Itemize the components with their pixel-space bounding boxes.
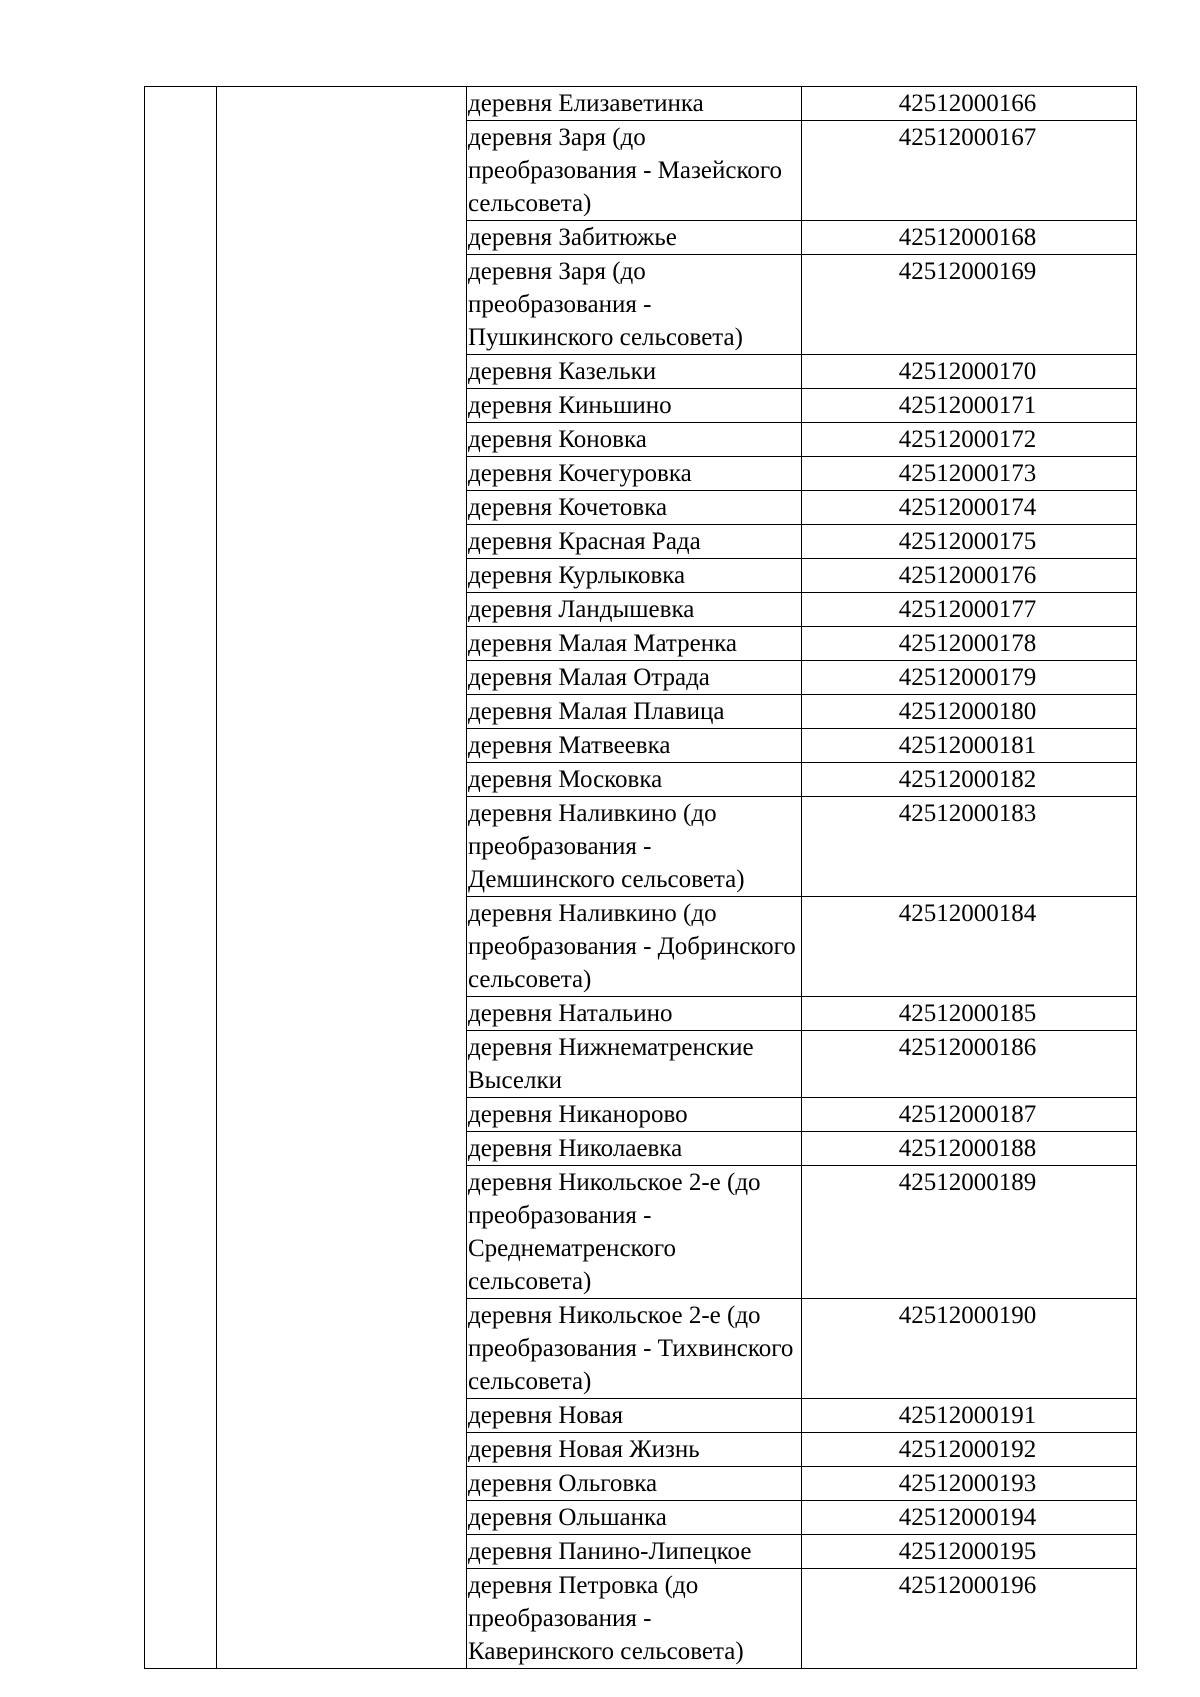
settlement-name-cell: деревня Курлыковка [467,559,802,593]
settlement-name-cell: деревня Забитюжье [467,221,802,255]
settlement-name-cell: деревня Матвеевка [467,729,802,763]
settlement-code-cell: 42512000187 [802,1098,1137,1132]
settlement-name-cell: деревня Никольское 2-е (до преобразования - Тихвинского сельсовета) [467,1299,802,1399]
settlement-name-cell: деревня Кочегуровка [467,457,802,491]
settlement-code-cell: 42512000182 [802,763,1137,797]
settlement-code-cell: 42512000188 [802,1132,1137,1166]
settlement-name-cell: деревня Ольшанка [467,1501,802,1535]
settlement-name-cell: деревня Коновка [467,423,802,457]
settlement-name-cell: деревня Нижнематренские Выселки [467,1031,802,1098]
table-body [145,87,1137,1669]
settlement-code-table [144,86,1137,1669]
settlement-code-cell: 42512000193 [802,1467,1137,1501]
settlement-code-cell: 42512000191 [802,1399,1137,1433]
settlement-name-cell: деревня Никольское 2-е (до преобразования - Среднематренского сельсовета) [467,1166,802,1299]
settlement-name-cell: деревня Наливкино (до преобразования - Демшинского сельсовета) [467,797,802,897]
settlement-name-cell: деревня Заря (до преобразования - Мазейского сельсовета) [467,121,802,221]
settlement-code-cell: 42512000190 [802,1299,1137,1399]
settlement-name-cell: деревня Ландышевка [467,593,802,627]
settlement-code-cell: 42512000181 [802,729,1137,763]
settlement-code-cell: 42512000185 [802,997,1137,1031]
settlement-code-cell: 42512000189 [802,1166,1137,1299]
settlement-code-cell: 42512000183 [802,797,1137,897]
settlement-code-cell: 42512000178 [802,627,1137,661]
settlement-code-cell: 42512000196 [802,1569,1137,1669]
settlement-name-cell: деревня Малая Матренка [467,627,802,661]
settlement-name-cell: деревня Ольговка [467,1467,802,1501]
settlement-code-cell: 42512000186 [802,1031,1137,1098]
settlement-name-cell: деревня Казельки [467,355,802,389]
settlement-code-cell: 42512000192 [802,1433,1137,1467]
settlement-name-cell: деревня Новая Жизнь [467,1433,802,1467]
settlement-code-cell: 42512000175 [802,525,1137,559]
settlement-name-cell: деревня Малая Отрада [467,661,802,695]
settlement-name-cell: деревня Малая Плавица [467,695,802,729]
settlement-code-cell: 42512000184 [802,897,1137,997]
settlement-code-cell: 42512000170 [802,355,1137,389]
settlement-code-cell: 42512000176 [802,559,1137,593]
settlement-code-cell: 42512000167 [802,121,1137,221]
settlement-name-cell: деревня Панино-Липецкое [467,1535,802,1569]
settlement-code-cell: 42512000174 [802,491,1137,525]
settlement-code-cell: 42512000177 [802,593,1137,627]
settlement-code-cell: 42512000168 [802,221,1137,255]
settlement-name-cell: деревня Новая [467,1399,802,1433]
settlement-name-cell: деревня Наливкино (до преобразования - Добринского сельсовета) [467,897,802,997]
settlement-name-cell: деревня Натальино [467,997,802,1031]
settlement-code-cell: 42512000180 [802,695,1137,729]
settlement-code-cell: 42512000166 [802,87,1137,121]
settlement-code-cell: 42512000169 [802,255,1137,355]
settlement-name-cell: деревня Московка [467,763,802,797]
settlement-code-cell: 42512000172 [802,423,1137,457]
settlement-code-cell: 42512000194 [802,1501,1137,1535]
district-column-cell [217,87,467,1669]
settlement-code-cell: 42512000195 [802,1535,1137,1569]
settlement-name-cell: деревня Заря (до преобразования - Пушкинского сельсовета) [467,255,802,355]
settlement-name-cell: деревня Никанорово [467,1098,802,1132]
settlement-name-cell: деревня Николаевка [467,1132,802,1166]
settlement-name-cell: деревня Киньшино [467,389,802,423]
number-column-cell [145,87,217,1669]
settlement-name-cell: деревня Красная Рада [467,525,802,559]
settlement-name-cell: деревня Петровка (до преобразования - Каверинского сельсовета) [467,1569,802,1669]
table-row [145,87,1137,121]
settlement-name-cell: деревня Кочетовка [467,491,802,525]
settlement-code-cell: 42512000171 [802,389,1137,423]
settlement-code-cell: 42512000173 [802,457,1137,491]
settlement-code-cell: 42512000179 [802,661,1137,695]
settlement-name-cell: деревня Елизаветинка [467,87,802,121]
